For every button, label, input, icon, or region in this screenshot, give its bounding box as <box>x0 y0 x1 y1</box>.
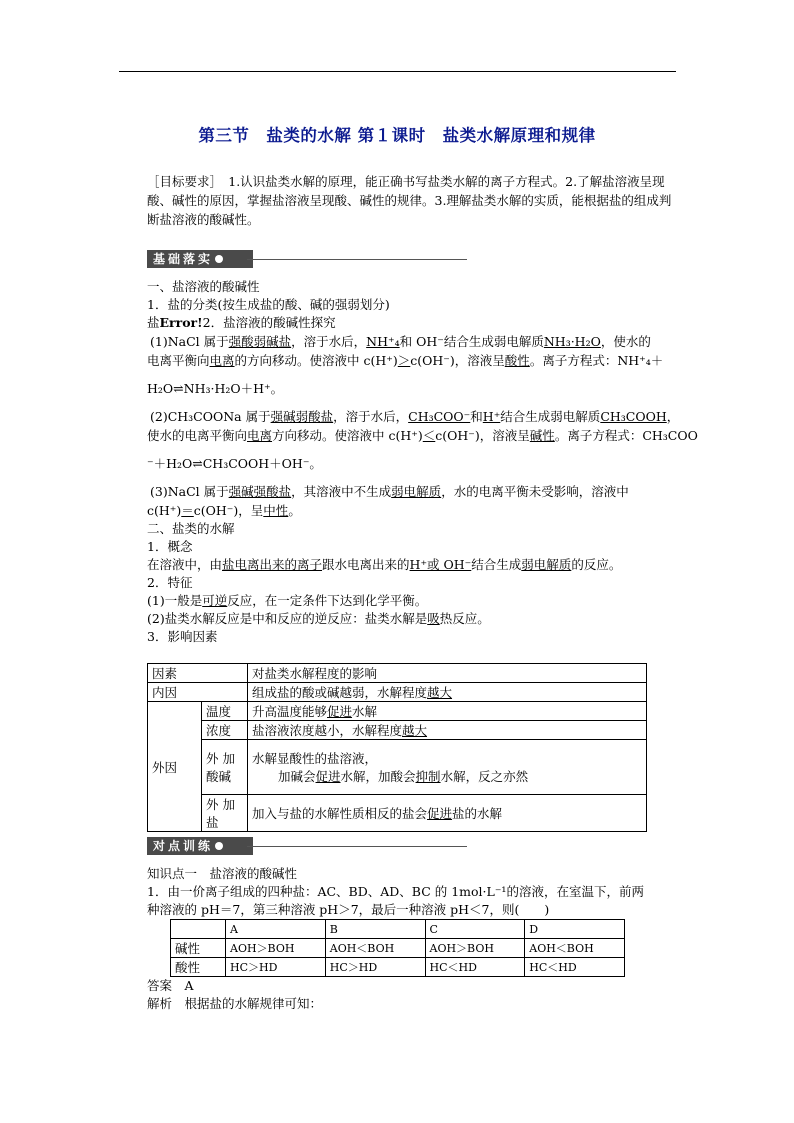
heading-7: 3．影响因素 <box>147 629 218 644</box>
para-3-line-1: (3)NaCl 属于强碱强酸盐，其溶液中不生成弱电解质，水的电离平衡未受影响，溶液中 <box>150 484 629 499</box>
heading-2: 1．盐的分类(按生成盐的酸、碱的强弱划分) <box>147 297 390 312</box>
table-cell: 浓度 <box>202 721 248 740</box>
table-cell: AOH＞BOH <box>425 939 525 958</box>
para-3-line-2: c(H⁺)＝c(OH⁻)，呈中性。 <box>147 503 301 518</box>
para-1-line-1: (1)NaCl 属于强酸弱碱盐，溶于水后，NH⁺₄和 OH⁻结合生成弱电解质NH₃·H₂O，使水的 <box>150 334 651 349</box>
table-cell <box>171 920 226 939</box>
table-cell: 水解显酸性的盐溶液， 加碱会促进水解，加酸会抑制水解，反之亦然 <box>248 740 647 795</box>
table-header-cell: A <box>226 920 326 939</box>
table-cell: 外 加 盐 <box>202 795 248 832</box>
band-dot-icon <box>215 255 223 263</box>
table-cell: HC＞HD <box>325 958 425 977</box>
heading-4: 二、盐类的水解 <box>147 521 235 536</box>
table-cell: 盐溶液浓度越小，水解程度越大 <box>248 721 647 740</box>
heading-1: 一、盐溶液的酸碱性 <box>147 279 260 294</box>
table-cell: 升高温度能够促进水解 <box>248 702 647 721</box>
table-cell: AOH＞BOH <box>226 939 326 958</box>
table-cell: 加入与盐的水解性质相反的盐会促进盐的水解 <box>248 795 647 832</box>
heading-6: 2．特征 <box>147 575 193 590</box>
table-cell: 酸性 <box>171 958 226 977</box>
table-row <box>148 683 647 702</box>
band-rule <box>247 846 467 847</box>
table-cell: 碱性 <box>171 939 226 958</box>
para-2-line-1: (2)CH₃COONa 属于强碱弱酸盐，溶于水后，CH₃COO⁻和H⁺结合生成弱电解质CH₃COOH， <box>150 409 680 424</box>
table-header-cell: 因素 <box>148 664 248 683</box>
table-cell: AOH＜BOH <box>525 939 625 958</box>
band-dot-icon <box>215 842 223 850</box>
band-label: 基础落实 <box>147 250 253 268</box>
para-1-line-2: 电离平衡向电离的方向移动。使溶液中 c(H⁺)＞c(OH⁻)，溶液呈酸性。离子方程式：NH⁺₄＋ <box>147 353 664 368</box>
heading-5: 1．概念 <box>147 539 193 554</box>
page-title: 第三节 盐类的水解 第１课时 盐类水解原理和规律 <box>198 126 596 145</box>
para-2-line-3: ⁻＋H₂O⇌CH₃COOH＋OH⁻。 <box>147 456 322 471</box>
para-5: (1)一般是可逆反应，在一定条件下达到化学平衡。 <box>147 593 428 608</box>
table-row <box>148 721 647 740</box>
table-header-cell: C <box>425 920 525 939</box>
table-row <box>148 740 647 795</box>
para-2-line-2: 使水的电离平衡向电离方向移动。使溶液中 c(H⁺)＜c(OH⁻)，溶液呈碱性。离子方程式：CH₃COO <box>147 428 698 443</box>
knowledge-point-1: 知识点一 盐溶液的酸碱性 <box>147 866 298 881</box>
table-cell: 内因 <box>148 683 248 702</box>
answer: 答案 A <box>147 978 194 993</box>
para-1-line-3: H₂O⇌NH₃·H₂O＋H⁺。 <box>147 381 284 396</box>
header-rule <box>119 71 676 72</box>
table-cell: HC＞HD <box>226 958 326 977</box>
table-row <box>171 958 625 977</box>
table-row <box>148 702 647 721</box>
table-header-cell: D <box>525 920 625 939</box>
para-4: 在溶液中，由盐电离出来的离子跟水电离出来的H⁺或 OH⁻结合生成弱电解质的反应。 <box>147 557 622 572</box>
options-table <box>170 919 625 977</box>
heading-3: 盐Error!2．盐溶液的酸碱性探究 <box>147 315 336 330</box>
table-cell: AOH＜BOH <box>325 939 425 958</box>
band-label: 对点训练 <box>147 837 253 855</box>
learning-goals: ［目标要求］ 1.认识盐类水解的原理，能正确书写盐类水解的离子方程式。2.了解盐溶液呈现酸、碱性的原因，掌握盐溶液呈现酸、碱性的规律。3.理解盐类水解的实质，能根据盐的组成判断盐溶液的酸碱性。 <box>147 174 672 227</box>
table-header-cell: B <box>325 920 425 939</box>
analysis: 解析 根据盐的水解规律可知： <box>147 996 323 1011</box>
table-header-cell: 对盐类水解程度的影响 <box>248 664 647 683</box>
table-cell: 温度 <box>202 702 248 721</box>
para-6: (2)盐类水解反应是中和反应的逆反应：盐类水解是吸热反应。 <box>147 611 490 626</box>
table-cell: 外因 <box>148 702 202 832</box>
table-cell: 外 加 酸碱 <box>202 740 248 795</box>
table-cell: HC＜HD <box>525 958 625 977</box>
table-cell: 组成盐的酸或碱越弱，水解程度越大 <box>248 683 647 702</box>
factors-table <box>147 663 647 832</box>
table-row <box>148 795 647 832</box>
table-cell: HC＜HD <box>425 958 525 977</box>
table-row <box>171 939 625 958</box>
table-row <box>148 664 647 683</box>
table-row <box>171 920 625 939</box>
question-1-line-2: 种溶液的 pH＝7，第三种溶液 pH＞7，最后一种溶液 pH＜7，则( ) <box>147 902 550 917</box>
band-rule <box>247 259 467 260</box>
question-1-line-1: 1．由一价离子组成的四种盐：AC、BD、AD、BC 的 1mol·L⁻¹的溶液，在室温下，前两 <box>147 884 644 899</box>
